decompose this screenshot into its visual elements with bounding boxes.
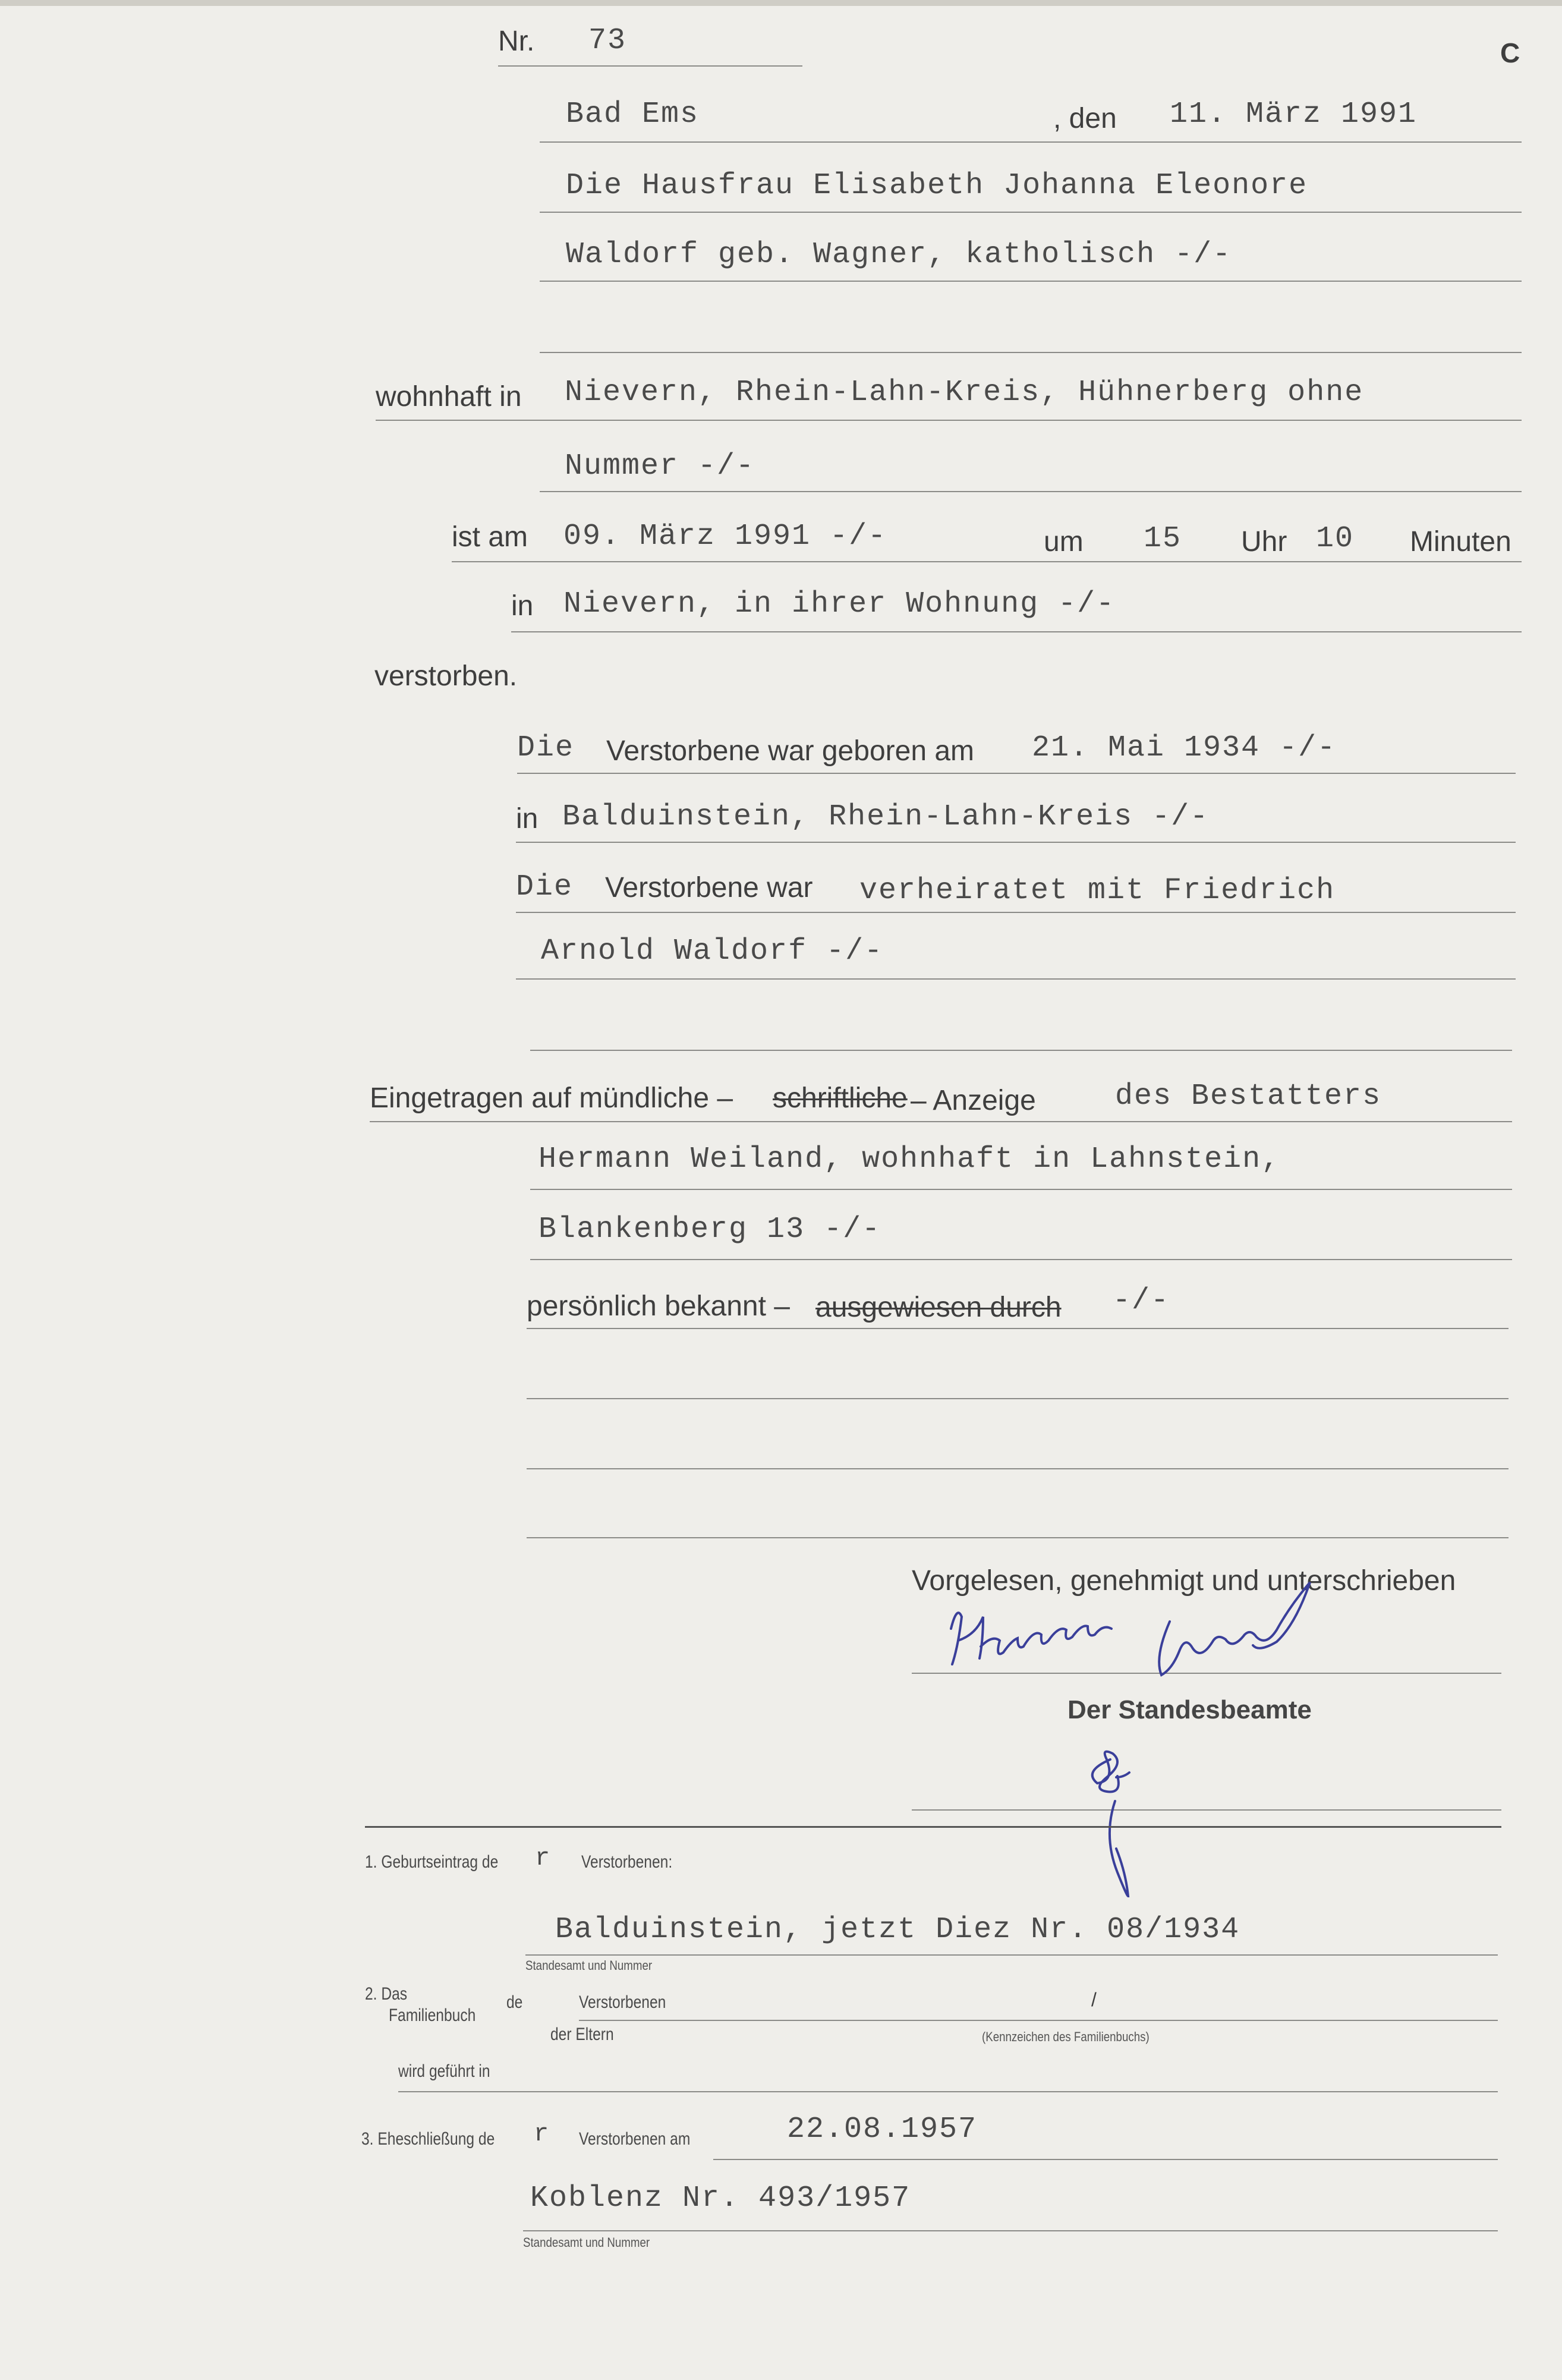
residence-line2: Nummer -/- [565, 449, 755, 483]
registry-date: 11. März 1991 [1170, 97, 1418, 131]
footer-separator [365, 1826, 1501, 1828]
uhr-label: Uhr [1241, 526, 1287, 558]
item3-caption: Standesamt und Nummer [523, 2235, 650, 2250]
registry-place: Bad Ems [566, 97, 700, 131]
residence-line1: Nievern, Rhein-Lahn-Kreis, Hühnerberg ohne [565, 376, 1364, 410]
informant-line2: Hermann Weiland, wohnhaft in Lahnstein, [538, 1142, 1281, 1176]
in-label: in [511, 590, 534, 622]
birth-prefix: Die [517, 731, 575, 765]
bekannt-suffix: -/- [1113, 1284, 1170, 1318]
bekannt-label: persönlich bekannt – [527, 1290, 790, 1322]
item3-r: r [534, 2120, 550, 2148]
entry-number: 73 [588, 24, 627, 58]
um-label: um [1044, 526, 1084, 558]
deceased-name-line2: Waldorf geb. Wagner, katholisch -/- [566, 238, 1232, 272]
informant-line3: Blankenberg 13 -/- [538, 1213, 881, 1246]
line-item2-gefuehrt [398, 2091, 1498, 2092]
verstorben-label: verstorben. [374, 660, 518, 692]
item2-label-line2: Familienbuch [389, 2006, 476, 2025]
item2-label-line1: 2. Das [365, 1984, 408, 2004]
standesbeamte-label: Der Standesbeamte [1067, 1695, 1312, 1724]
item1-suffix: Verstorbenen: [581, 1852, 673, 1872]
deceased-name-line1: Die Hausfrau Elisabeth Johanna Eleonore [566, 169, 1308, 203]
birth-place: Balduinstein, Rhein-Lahn-Kreis -/- [562, 800, 1210, 834]
line-item1 [525, 1954, 1498, 1956]
vorgelesen-text: Vorgelesen, genehmigt und unterschrieben [912, 1565, 1456, 1597]
den-label: , den [1053, 103, 1117, 134]
marriage-date: 22.08.1957 [787, 2113, 978, 2146]
death-place: Nievern, in ihrer Wohnung -/- [563, 587, 1116, 621]
marital-label: Verstorbene war [605, 872, 813, 903]
marital-prefix: Die [516, 870, 574, 904]
eingetragen-struck: schriftliche [773, 1082, 908, 1114]
item3-suffix: Verstorbenen am [579, 2129, 691, 2149]
marital-value: verheiratet mit Friedrich [859, 874, 1336, 908]
wohnhaft-label: wohnhaft in [376, 381, 522, 413]
minuten-label: Minuten [1410, 526, 1511, 558]
eingetragen-label: Eingetragen auf mündliche – [370, 1082, 733, 1114]
death-minutes: 10 [1316, 522, 1355, 556]
spouse-name: Arnold Waldorf -/- [541, 934, 884, 968]
line-item3 [523, 2230, 1498, 2231]
anzeige-label: – Anzeige [911, 1085, 1036, 1116]
corner-letter: C [1500, 37, 1520, 68]
birth-date: 21. Mai 1934 -/- [1032, 731, 1337, 765]
line-item2 [579, 2020, 1498, 2021]
informant-title: des Bestatters [1115, 1079, 1382, 1113]
nr-label: Nr. [498, 26, 535, 57]
item2-gefuehrt: wird geführt in [398, 2061, 490, 2081]
bekannt-struck: ausgewiesen durch [815, 1292, 1062, 1323]
item2-de: de [506, 1992, 523, 2012]
informant-signature [951, 1582, 1310, 1675]
item1-value: Balduinstein, jetzt Diez Nr. 08/1934 [555, 1913, 1240, 1947]
birth-in-label: in [516, 803, 538, 835]
death-date: 09. März 1991 -/- [563, 520, 887, 553]
ist-am-label: ist am [452, 521, 528, 553]
birth-label: Verstorbene war geboren am [606, 735, 975, 767]
item3-value: Koblenz Nr. 493/1957 [530, 2181, 911, 2215]
official-signature [1092, 1752, 1129, 1896]
item1-caption: Standesamt und Nummer [525, 1958, 653, 1973]
item1-label: 1. Geburtseintrag de [365, 1852, 499, 1872]
item1-r: r [535, 1844, 552, 1872]
item2-caption: (Kennzeichen des Familienbuchs) [982, 2029, 1150, 2044]
line-item3-date [713, 2159, 1498, 2160]
item2-slash: / [1091, 1989, 1097, 2010]
item2-eltern: der Eltern [550, 2025, 614, 2044]
death-hour: 15 [1144, 522, 1182, 556]
item2-verstorbenen: Verstorbenen [579, 1992, 666, 2012]
item3-label: 3. Eheschließung de [361, 2129, 495, 2149]
